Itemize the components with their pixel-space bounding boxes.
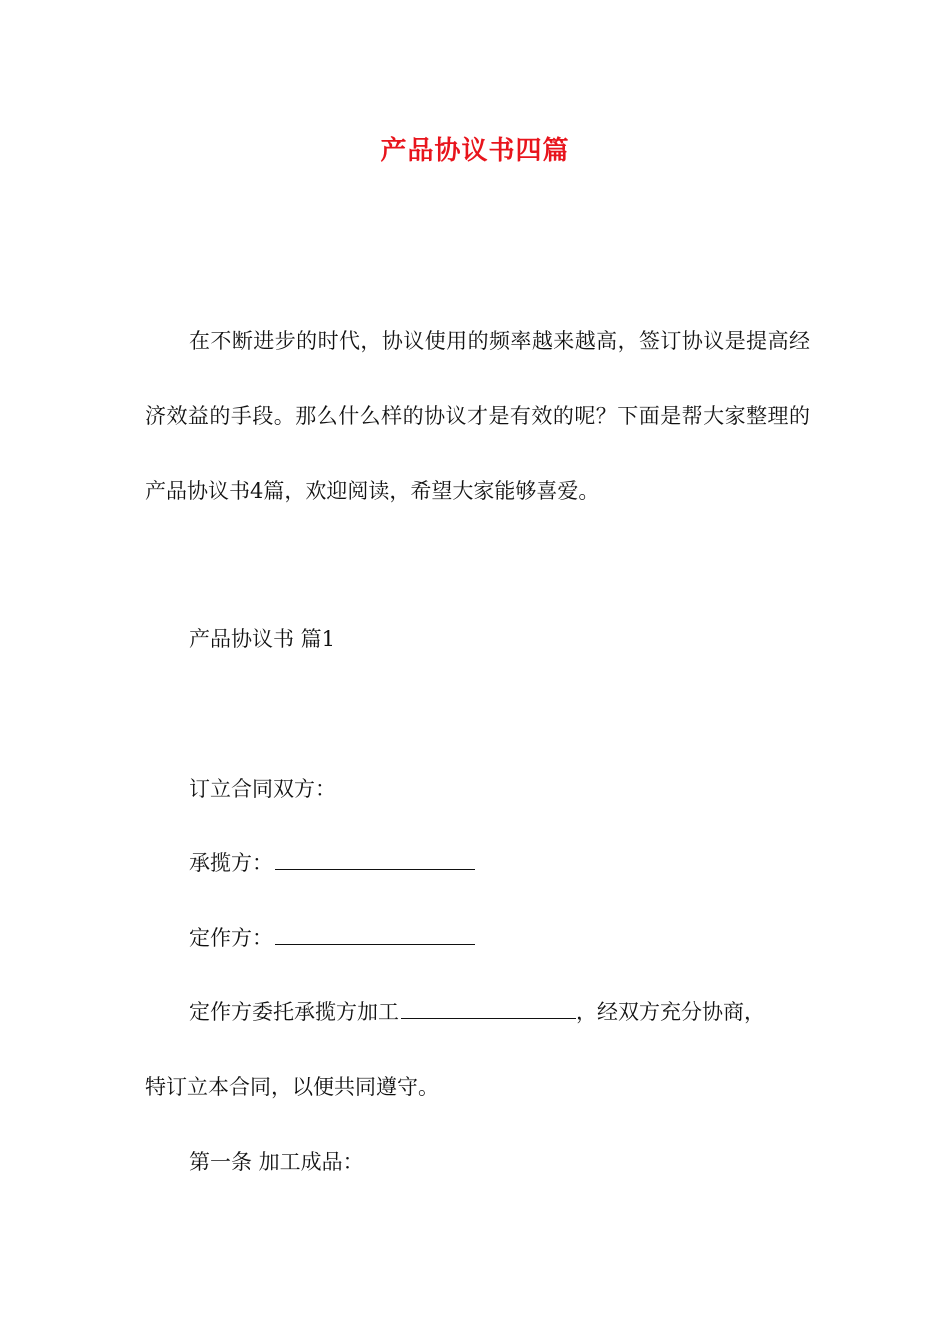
contractor-line	[189, 848, 475, 878]
document-title: 产品协议书四篇	[380, 136, 570, 166]
section-heading: 产品协议书 篇1	[189, 627, 336, 651]
contractor-label: 承揽方：	[189, 851, 273, 875]
entrust-continued: 特订立本合同，以便共同遵守。	[145, 1075, 439, 1099]
contractor-blank	[275, 849, 475, 870]
parties-label: 订立合同双方：	[189, 777, 336, 801]
entrust-after: ，经双方充分协商，	[576, 1000, 765, 1024]
customer-line	[189, 923, 475, 953]
product-blank	[401, 998, 576, 1019]
entrust-before: 定作方委托承揽方加工	[189, 1000, 399, 1024]
entrust-line	[189, 997, 765, 1027]
customer-blank	[275, 924, 475, 945]
intro-paragraph: 在不断进步的时代，协议使用的频率越来越高，签订协议是提高经济效益的手段。那么什么样的协议才是有效的呢？下面是帮大家整理的产品协议书4篇，欢迎阅读，希望大家能够喜爱。	[145, 329, 810, 503]
customer-label: 定作方：	[189, 926, 273, 950]
article-one-heading: 第一条 加工成品：	[189, 1150, 364, 1174]
